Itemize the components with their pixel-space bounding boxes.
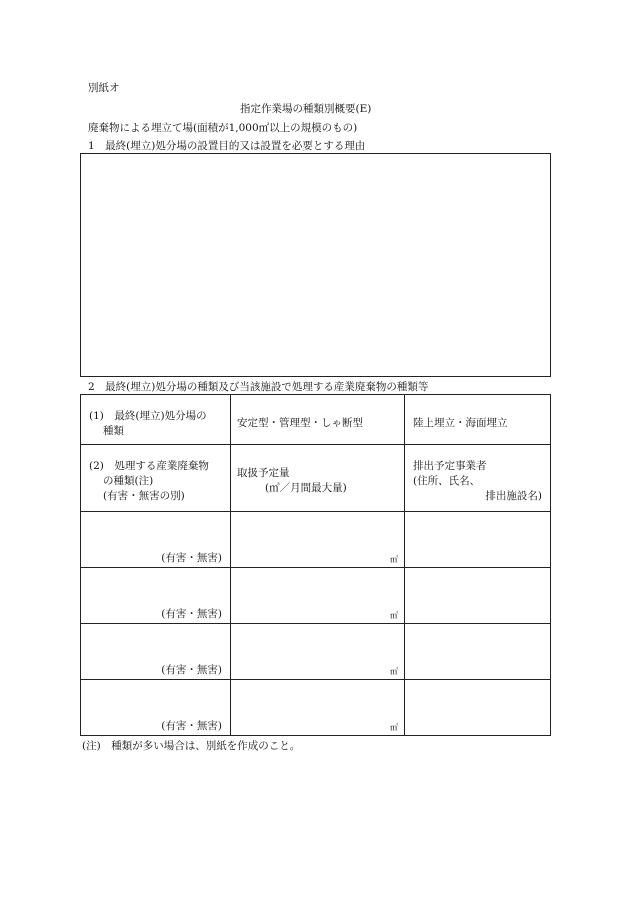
emitter-header-cell (405, 445, 551, 512)
amount-entry-cell[interactable] (231, 680, 405, 736)
waste-type-entry-cell[interactable] (81, 512, 231, 568)
cubic-meter-unit: ㎥ (390, 723, 398, 732)
emitter-entry-cell[interactable] (405, 680, 551, 736)
landfill-location-options-cell[interactable] (405, 395, 551, 445)
harm-label: (有害・無害) (161, 608, 222, 620)
harm-label: (有害・無害) (161, 552, 222, 564)
harm-label: (有害・無害) (161, 720, 222, 732)
landfill-type-options-cell[interactable] (231, 395, 405, 445)
planned-amount-header-line1: 取扱予定量 (237, 467, 290, 479)
waste-type-entry-cell[interactable] (81, 680, 231, 736)
entry-row (81, 568, 551, 624)
planned-amount-header-cell (231, 445, 405, 512)
document-subtitle: 廃棄物による埋立て場(面積が1,000㎡以上の規模のもの) (88, 122, 358, 134)
harm-label: (有害・無害) (161, 664, 222, 676)
landfill-type-label-cell (81, 395, 231, 445)
waste-type-entry-cell[interactable] (81, 568, 231, 624)
waste-type-table (80, 394, 551, 736)
reason-entry-box[interactable] (80, 153, 551, 377)
waste-header-row (81, 445, 551, 512)
landfill-type-label-line2: 種類 (103, 425, 124, 437)
emitter-entry-cell[interactable] (405, 624, 551, 680)
waste-type-entry-cell[interactable] (81, 624, 231, 680)
cubic-meter-unit: ㎥ (390, 555, 398, 564)
waste-type-header-line2: の種類(注) (103, 475, 154, 487)
emitter-header-line3: 排出施設名) (485, 490, 542, 502)
amount-entry-cell[interactable] (231, 512, 405, 568)
section2-heading: 2 最終(埋立)処分場の種類及び当該施設で処理する産業廃棄物の種類等 (88, 381, 429, 393)
section1-heading: 1 最終(埋立)処分場の設置目的又は設置を必要とする理由 (88, 140, 366, 152)
cubic-meter-unit: ㎥ (390, 667, 398, 676)
entry-row (81, 624, 551, 680)
entry-row (81, 680, 551, 736)
attachment-label: 別紙オ (88, 82, 120, 94)
landfill-type-row (81, 395, 551, 445)
waste-type-header-cell (81, 445, 231, 512)
amount-entry-cell[interactable] (231, 568, 405, 624)
landfill-type-label-line1: (1) 最終(埋立)処分場の (89, 410, 207, 422)
emitter-header-line1: 排出予定事業者 (413, 460, 487, 472)
emitter-entry-cell[interactable] (405, 512, 551, 568)
document-title: 指定作業場の種類別概要(E) (240, 103, 372, 115)
entry-row (81, 512, 551, 568)
landfill-type-options: 安定型・管理型・しゃ断型 (237, 417, 363, 429)
emitter-entry-cell[interactable] (405, 568, 551, 624)
planned-amount-header-line2: (㎥／月間最大量) (265, 482, 347, 494)
emitter-header-line2: (住所、氏名、 (413, 475, 481, 487)
footnote: (注) 種類が多い場合は、別紙を作成のこと。 (82, 740, 301, 752)
amount-entry-cell[interactable] (231, 624, 405, 680)
waste-type-header-line3: (有害・無害の別) (103, 490, 185, 502)
waste-type-header-line1: (2) 処理する産業廃棄物 (89, 460, 209, 472)
cubic-meter-unit: ㎥ (390, 611, 398, 620)
landfill-location-options: 陸上埋立・海面埋立 (413, 417, 508, 429)
